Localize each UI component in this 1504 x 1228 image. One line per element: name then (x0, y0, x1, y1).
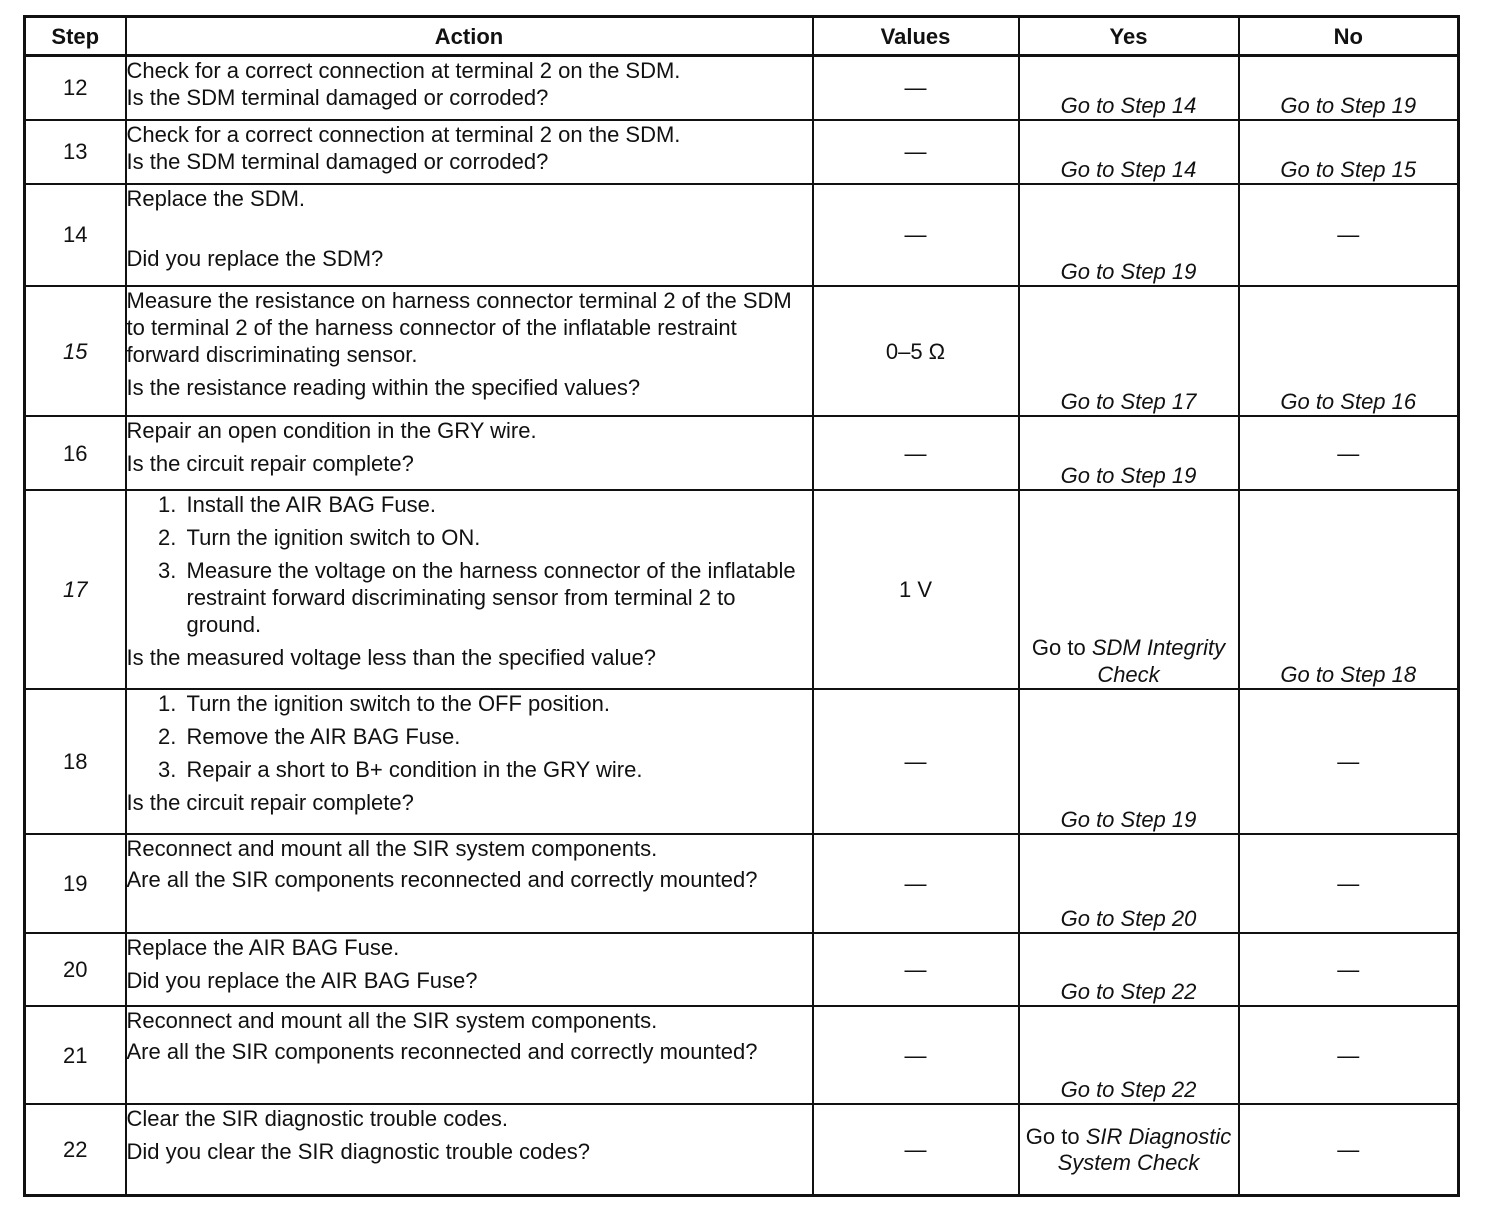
yes-cell: Go to Step 19 (1019, 184, 1239, 286)
list-item: 3. Measure the voltage on the harness connector of the inflatable restraint forward discriminating sensor from terminal 2 to ground. (183, 557, 812, 638)
header-row (25, 17, 1459, 56)
action-question: Did you replace the SDM? (126, 245, 384, 271)
yes-cell: Go to Step 19 (1019, 689, 1239, 834)
step-number: 22 (25, 1104, 126, 1195)
action-question: Did you clear the SIR diagnostic trouble codes? (126, 1139, 590, 1165)
list-item: 2. Turn the ignition switch to ON. (183, 524, 812, 551)
yes-link: SDM Integrity Check (1091, 635, 1226, 688)
yes-cell: Go to Step 22 (1019, 933, 1239, 1006)
action-cell (126, 933, 813, 1006)
action-cell (126, 184, 813, 286)
table-row (25, 490, 1459, 690)
action-text: Check for a correct connection at terminal 2 on the SDM. (126, 121, 681, 147)
table-row (25, 56, 1459, 120)
yes-cell: Go to Step 20 (1019, 834, 1239, 932)
header-values: Values (813, 17, 1019, 56)
action-question: Is the resistance reading within the specified values? (126, 375, 641, 401)
action-text: Check for a correct connection at terminal 2 on the SDM. (126, 58, 681, 83)
action-cell (126, 416, 813, 489)
spacer (127, 212, 812, 239)
no-cell: — (1239, 184, 1459, 286)
step-number: 19 (25, 834, 126, 932)
step-number: 21 (25, 1006, 126, 1104)
no-cell: — (1239, 1006, 1459, 1104)
action-question: Are all the SIR components reconnected and correctly mounted? (126, 1038, 758, 1064)
header-step: Step (25, 17, 126, 56)
step-number: 15 (25, 286, 126, 416)
step-number: 18 (25, 689, 126, 834)
action-text: Clear the SIR diagnostic trouble codes. (126, 1106, 509, 1132)
no-cell: Go to Step 18 (1239, 490, 1459, 690)
table-row (25, 184, 1459, 286)
action-cell (126, 834, 813, 932)
header-yes: Yes (1019, 17, 1239, 56)
numbered-steps (127, 690, 812, 783)
action-cell (126, 56, 813, 120)
table-row (25, 1104, 1459, 1195)
action-text: Replace the SDM. (126, 185, 306, 211)
yes-cell (1019, 1104, 1239, 1195)
action-cell (126, 1104, 813, 1195)
no-cell: — (1239, 416, 1459, 489)
action-cell (126, 1006, 813, 1104)
no-cell: Go to Step 16 (1239, 286, 1459, 416)
value-cell: — (813, 184, 1019, 286)
action-text: Reconnect and mount all the SIR system components. (126, 1007, 658, 1033)
list-item: 2. Remove the AIR BAG Fuse. (183, 723, 812, 750)
action-question: Are all the SIR components reconnected and correctly mounted? (126, 867, 758, 893)
yes-cell: Go to Step 22 (1019, 1006, 1239, 1104)
action-question: Is the SDM terminal damaged or corroded? (126, 148, 549, 174)
action-question: Is the measured voltage less than the specified value? (126, 644, 657, 670)
action-text: Replace the AIR BAG Fuse. (126, 934, 400, 960)
yes-cell: Go to Step 17 (1019, 286, 1239, 416)
table-row (25, 933, 1459, 1006)
action-text: Measure the resistance on harness connector terminal 2 of the SDM to terminal 2 of the harness connector of the inflatable restraint forward discriminating sensor. (126, 288, 792, 368)
table-row (25, 416, 1459, 489)
value-cell: — (813, 416, 1019, 489)
action-question: Is the circuit repair complete? (126, 451, 414, 477)
action-cell (126, 689, 813, 834)
value-cell: — (813, 689, 1019, 834)
action-text: Repair an open condition in the GRY wire. (126, 418, 537, 444)
no-cell: — (1239, 1104, 1459, 1195)
action-cell (126, 286, 813, 416)
action-text: Reconnect and mount all the SIR system components. (126, 836, 658, 862)
action-cell (126, 120, 813, 184)
no-cell: — (1239, 933, 1459, 1006)
numbered-steps (127, 491, 812, 638)
step-number: 20 (25, 933, 126, 1006)
value-cell: — (813, 933, 1019, 1006)
action-question: Did you replace the AIR BAG Fuse? (126, 967, 478, 993)
yes-cell (1019, 490, 1239, 690)
yes-cell: Go to Step 19 (1019, 416, 1239, 489)
value-cell: — (813, 1104, 1019, 1195)
diagnostic-table (23, 15, 1460, 1197)
list-item: 1. Turn the ignition switch to the OFF position. (183, 690, 812, 717)
yes-cell: Go to Step 14 (1019, 120, 1239, 184)
table-row (25, 834, 1459, 932)
no-cell: Go to Step 15 (1239, 120, 1459, 184)
yes-prefix: Go to (1031, 635, 1086, 661)
step-number: 16 (25, 416, 126, 489)
step-number: 17 (25, 490, 126, 690)
action-cell (126, 490, 813, 690)
header-no: No (1239, 17, 1459, 56)
table-row (25, 1006, 1459, 1104)
step-number: 12 (25, 56, 126, 120)
value-cell: 0–5 Ω (813, 286, 1019, 416)
yes-prefix: Go to (1025, 1123, 1080, 1149)
yes-link: SIR Diagnostic System Check (1057, 1123, 1232, 1175)
no-cell: Go to Step 19 (1239, 56, 1459, 120)
table-row (25, 689, 1459, 834)
list-item: 3. Repair a short to B+ condition in the GRY wire. (183, 756, 812, 783)
table-row (25, 286, 1459, 416)
header-action: Action (126, 17, 813, 56)
list-item: 1. Install the AIR BAG Fuse. (183, 491, 812, 518)
value-cell: — (813, 56, 1019, 120)
value-cell: — (813, 834, 1019, 932)
yes-cell: Go to Step 14 (1019, 56, 1239, 120)
action-question: Is the SDM terminal damaged or corroded? (126, 85, 549, 110)
value-cell: — (813, 120, 1019, 184)
value-cell: 1 V (813, 490, 1019, 690)
action-question: Is the circuit repair complete? (126, 790, 414, 816)
value-cell: — (813, 1006, 1019, 1104)
table-row (25, 120, 1459, 184)
step-number: 13 (25, 120, 126, 184)
no-cell: — (1239, 834, 1459, 932)
no-cell: — (1239, 689, 1459, 834)
step-number: 14 (25, 184, 126, 286)
